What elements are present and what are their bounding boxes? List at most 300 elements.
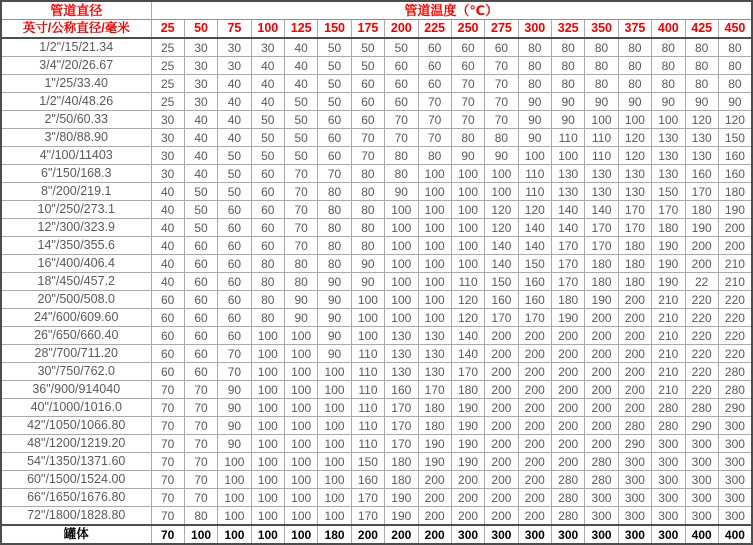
value-cell: 130 (652, 129, 685, 147)
value-cell: 60 (385, 57, 418, 75)
value-cell: 300 (718, 507, 752, 526)
value-cell: 120 (451, 291, 484, 309)
value-cell: 60 (351, 93, 384, 111)
value-cell: 50 (184, 183, 217, 201)
value-cell: 25 (151, 75, 184, 93)
row-label: 12"/300/323.9 (1, 219, 151, 237)
value-cell: 50 (318, 38, 351, 57)
value-cell: 140 (552, 201, 585, 219)
value-cell: 60 (451, 38, 484, 57)
value-cell: 70 (184, 489, 217, 507)
value-cell: 100 (618, 111, 651, 129)
value-cell: 110 (351, 435, 384, 453)
value-cell: 50 (184, 201, 217, 219)
value-cell: 300 (652, 453, 685, 471)
value-cell: 100 (451, 165, 484, 183)
value-cell: 180 (585, 273, 618, 291)
value-cell: 200 (485, 417, 518, 435)
value-cell: 190 (451, 399, 484, 417)
value-cell: 300 (685, 471, 718, 489)
value-cell: 60 (418, 57, 451, 75)
value-cell: 70 (184, 381, 217, 399)
value-cell: 100 (652, 111, 685, 129)
value-cell: 120 (618, 129, 651, 147)
table-row (1, 471, 752, 489)
value-cell: 50 (184, 219, 217, 237)
value-cell: 80 (285, 255, 318, 273)
value-cell: 25 (151, 38, 184, 57)
value-cell: 90 (351, 273, 384, 291)
value-cell: 280 (652, 417, 685, 435)
value-cell: 110 (585, 129, 618, 147)
table-row (1, 111, 752, 129)
value-cell: 60 (151, 327, 184, 345)
value-cell: 80 (385, 147, 418, 165)
value-cell: 120 (485, 219, 518, 237)
row-label: 26"/650/660.40 (1, 327, 151, 345)
value-cell: 200 (585, 381, 618, 399)
value-cell: 80 (251, 309, 284, 327)
value-cell: 80 (552, 75, 585, 93)
value-cell: 50 (351, 38, 384, 57)
value-cell: 190 (418, 453, 451, 471)
value-cell: 170 (485, 309, 518, 327)
row-label: 66"/1650/1676.80 (1, 489, 151, 507)
value-cell: 160 (718, 147, 752, 165)
table-row (1, 291, 752, 309)
value-cell: 40 (151, 273, 184, 291)
value-cell: 200 (552, 417, 585, 435)
value-cell: 200 (585, 399, 618, 417)
value-cell: 130 (418, 345, 451, 363)
value-cell: 100 (251, 507, 284, 526)
temperature-column-header: 100 (251, 20, 284, 39)
value-cell: 80 (652, 38, 685, 57)
value-cell: 100 (451, 237, 484, 255)
value-cell: 200 (552, 399, 585, 417)
value-cell: 60 (351, 75, 384, 93)
value-cell: 200 (552, 363, 585, 381)
value-cell: 70 (418, 93, 451, 111)
row-label: 1/2"/40/48.26 (1, 93, 151, 111)
table-row (1, 75, 752, 93)
value-cell: 290 (718, 399, 752, 417)
value-cell: 300 (685, 489, 718, 507)
value-cell: 70 (485, 75, 518, 93)
value-cell: 70 (285, 183, 318, 201)
value-cell: 40 (218, 75, 251, 93)
value-cell: 90 (618, 93, 651, 111)
value-cell: 100 (418, 219, 451, 237)
value-cell: 300 (652, 435, 685, 453)
value-cell: 70 (285, 237, 318, 255)
value-cell: 130 (385, 363, 418, 381)
table-row (1, 38, 752, 57)
value-cell: 80 (685, 38, 718, 57)
value-cell: 210 (652, 327, 685, 345)
value-cell: 280 (618, 417, 651, 435)
value-cell: 70 (151, 471, 184, 489)
value-cell: 70 (184, 417, 217, 435)
value-cell: 140 (451, 327, 484, 345)
value-cell: 90 (218, 399, 251, 417)
value-cell: 100 (251, 417, 284, 435)
value-cell: 70 (151, 417, 184, 435)
value-cell: 60 (184, 291, 217, 309)
table-row (1, 453, 752, 471)
temperature-column-header: 225 (418, 20, 451, 39)
value-cell: 70 (385, 129, 418, 147)
value-cell: 100 (285, 327, 318, 345)
value-cell: 60 (184, 363, 217, 381)
row-label: 72"/1800/1828.80 (1, 507, 151, 526)
temperature-column-header: 300 (518, 20, 551, 39)
value-cell: 60 (218, 219, 251, 237)
value-cell: 280 (718, 381, 752, 399)
value-cell: 70 (184, 471, 217, 489)
value-cell: 100 (251, 471, 284, 489)
value-cell: 70 (151, 453, 184, 471)
value-cell: 170 (618, 201, 651, 219)
table-row (1, 219, 752, 237)
value-cell: 90 (518, 111, 551, 129)
value-cell: 200 (451, 471, 484, 489)
value-cell: 40 (184, 165, 217, 183)
value-cell: 70 (318, 165, 351, 183)
value-cell: 300 (518, 525, 551, 544)
value-cell: 100 (418, 255, 451, 273)
table-row (1, 327, 752, 345)
value-cell: 70 (218, 363, 251, 381)
value-cell: 100 (251, 363, 284, 381)
value-cell: 160 (351, 471, 384, 489)
value-cell: 90 (685, 93, 718, 111)
value-cell: 90 (585, 93, 618, 111)
table-row (1, 435, 752, 453)
value-cell: 110 (518, 165, 551, 183)
value-cell: 130 (685, 129, 718, 147)
table-row (1, 165, 752, 183)
value-cell: 300 (718, 489, 752, 507)
table-row (1, 93, 752, 111)
value-cell: 200 (618, 345, 651, 363)
value-cell: 100 (218, 525, 251, 544)
temperature-column-header: 250 (451, 20, 484, 39)
temperature-column-header: 75 (218, 20, 251, 39)
value-cell: 80 (552, 57, 585, 75)
value-cell: 30 (184, 57, 217, 75)
value-cell: 200 (618, 327, 651, 345)
table-row (1, 363, 752, 381)
value-cell: 70 (151, 435, 184, 453)
value-cell: 80 (251, 273, 284, 291)
row-label: 6"/150/168.3 (1, 165, 151, 183)
value-cell: 400 (685, 525, 718, 544)
value-cell: 80 (518, 57, 551, 75)
value-cell: 80 (351, 237, 384, 255)
value-cell: 80 (718, 57, 752, 75)
value-cell: 170 (552, 255, 585, 273)
value-cell: 170 (385, 417, 418, 435)
value-cell: 130 (385, 345, 418, 363)
table-row (1, 273, 752, 291)
value-cell: 50 (251, 147, 284, 165)
value-cell: 70 (151, 489, 184, 507)
value-cell: 130 (552, 183, 585, 201)
value-cell: 60 (251, 165, 284, 183)
value-cell: 280 (552, 471, 585, 489)
value-cell: 70 (151, 399, 184, 417)
value-cell: 140 (451, 345, 484, 363)
value-cell: 60 (151, 291, 184, 309)
table-row (1, 507, 752, 526)
header-row-temperatures (1, 20, 752, 39)
value-cell: 200 (518, 507, 551, 526)
value-cell: 100 (351, 309, 384, 327)
value-cell: 70 (151, 507, 184, 526)
value-cell: 100 (418, 165, 451, 183)
temperature-column-header: 400 (652, 20, 685, 39)
value-cell: 300 (618, 471, 651, 489)
value-cell: 100 (318, 381, 351, 399)
value-cell: 80 (318, 255, 351, 273)
value-cell: 190 (718, 201, 752, 219)
value-cell: 100 (552, 147, 585, 165)
value-cell: 210 (652, 345, 685, 363)
row-label: 3/4"/20/26.67 (1, 57, 151, 75)
value-cell: 300 (618, 525, 651, 544)
value-cell: 100 (318, 507, 351, 526)
value-cell: 50 (218, 183, 251, 201)
row-label: 16"/400/406.4 (1, 255, 151, 273)
value-cell: 50 (285, 147, 318, 165)
value-cell: 180 (418, 417, 451, 435)
value-cell: 180 (385, 471, 418, 489)
value-cell: 190 (418, 435, 451, 453)
value-cell: 50 (285, 93, 318, 111)
value-cell: 100 (418, 237, 451, 255)
value-cell: 170 (518, 309, 551, 327)
value-cell: 90 (718, 93, 752, 111)
value-cell: 60 (151, 345, 184, 363)
value-cell: 60 (184, 345, 217, 363)
value-cell: 50 (218, 147, 251, 165)
value-cell: 170 (451, 363, 484, 381)
temperature-column-header: 175 (351, 20, 384, 39)
value-cell: 40 (151, 183, 184, 201)
value-cell: 190 (385, 489, 418, 507)
value-cell: 50 (318, 57, 351, 75)
value-cell: 200 (618, 363, 651, 381)
value-cell: 60 (218, 327, 251, 345)
value-cell: 100 (285, 525, 318, 544)
value-cell: 280 (552, 507, 585, 526)
value-cell: 70 (184, 453, 217, 471)
value-cell: 200 (485, 453, 518, 471)
value-cell: 190 (552, 309, 585, 327)
value-cell: 300 (485, 525, 518, 544)
value-cell: 90 (451, 147, 484, 165)
value-cell: 210 (718, 273, 752, 291)
value-cell: 280 (718, 363, 752, 381)
value-cell: 60 (218, 309, 251, 327)
value-cell: 100 (385, 201, 418, 219)
table-row (1, 57, 752, 75)
value-cell: 30 (151, 147, 184, 165)
value-cell: 190 (451, 417, 484, 435)
value-cell: 210 (652, 363, 685, 381)
value-cell: 200 (485, 507, 518, 526)
value-cell: 90 (552, 111, 585, 129)
value-cell: 300 (652, 489, 685, 507)
value-cell: 220 (685, 327, 718, 345)
value-cell: 220 (685, 309, 718, 327)
value-cell: 220 (685, 291, 718, 309)
value-cell: 60 (451, 57, 484, 75)
value-cell: 110 (351, 399, 384, 417)
tank-body-row (1, 525, 752, 544)
value-cell: 110 (351, 363, 384, 381)
value-cell: 100 (218, 489, 251, 507)
value-cell: 220 (685, 363, 718, 381)
value-cell: 60 (184, 327, 217, 345)
value-cell: 100 (251, 327, 284, 345)
table-row (1, 129, 752, 147)
value-cell: 180 (652, 219, 685, 237)
value-cell: 90 (218, 381, 251, 399)
temperature-column-header: 200 (385, 20, 418, 39)
value-cell: 200 (552, 453, 585, 471)
value-cell: 80 (585, 57, 618, 75)
value-cell: 50 (318, 93, 351, 111)
value-cell: 280 (652, 399, 685, 417)
table-row (1, 237, 752, 255)
value-cell: 130 (418, 363, 451, 381)
value-cell: 170 (652, 201, 685, 219)
value-cell: 100 (418, 273, 451, 291)
value-cell: 25 (151, 57, 184, 75)
value-cell: 140 (552, 219, 585, 237)
value-cell: 40 (184, 147, 217, 165)
value-cell: 70 (285, 201, 318, 219)
row-label: 40"/1000/1016.0 (1, 399, 151, 417)
value-cell: 300 (618, 489, 651, 507)
value-cell: 90 (218, 417, 251, 435)
row-label: 30"/750/762.0 (1, 363, 151, 381)
value-cell: 80 (418, 147, 451, 165)
value-cell: 60 (184, 237, 217, 255)
value-cell: 280 (585, 471, 618, 489)
temperature-column-header: 375 (618, 20, 651, 39)
value-cell: 190 (652, 237, 685, 255)
value-cell: 140 (518, 237, 551, 255)
value-cell: 90 (285, 291, 318, 309)
value-cell: 60 (351, 111, 384, 129)
value-cell: 130 (552, 165, 585, 183)
value-cell: 80 (385, 165, 418, 183)
value-cell: 300 (718, 435, 752, 453)
value-cell: 100 (418, 183, 451, 201)
value-cell: 200 (418, 507, 451, 526)
value-cell: 90 (318, 327, 351, 345)
value-cell: 300 (618, 507, 651, 526)
value-cell: 200 (618, 291, 651, 309)
value-cell: 180 (618, 237, 651, 255)
value-cell: 70 (485, 93, 518, 111)
value-cell: 130 (652, 147, 685, 165)
value-cell: 300 (652, 471, 685, 489)
value-cell: 30 (151, 129, 184, 147)
table-row (1, 399, 752, 417)
value-cell: 60 (218, 201, 251, 219)
value-cell: 80 (351, 201, 384, 219)
value-cell: 200 (585, 309, 618, 327)
value-cell: 100 (251, 381, 284, 399)
value-cell: 170 (552, 237, 585, 255)
table-body (1, 38, 752, 544)
value-cell: 300 (618, 453, 651, 471)
value-cell: 90 (518, 129, 551, 147)
value-cell: 130 (385, 327, 418, 345)
table-row (1, 489, 752, 507)
value-cell: 200 (552, 345, 585, 363)
row-label: 36"/900/914040 (1, 381, 151, 399)
value-cell: 40 (218, 129, 251, 147)
value-cell: 290 (685, 417, 718, 435)
value-cell: 100 (285, 435, 318, 453)
value-cell: 110 (351, 417, 384, 435)
value-cell: 200 (518, 489, 551, 507)
value-cell: 160 (718, 165, 752, 183)
value-cell: 30 (184, 93, 217, 111)
value-cell: 100 (418, 291, 451, 309)
row-label: 8"/200/219.1 (1, 183, 151, 201)
value-cell: 200 (451, 507, 484, 526)
value-cell: 200 (552, 381, 585, 399)
row-label: 20"/500/508.0 (1, 291, 151, 309)
value-cell: 220 (718, 309, 752, 327)
value-cell: 100 (318, 471, 351, 489)
value-cell: 90 (318, 291, 351, 309)
value-cell: 200 (552, 327, 585, 345)
value-cell: 70 (285, 219, 318, 237)
row-label: 1"/25/33.40 (1, 75, 151, 93)
value-cell: 100 (285, 345, 318, 363)
value-cell: 200 (585, 363, 618, 381)
value-cell: 100 (218, 453, 251, 471)
value-cell: 200 (518, 399, 551, 417)
value-cell: 200 (351, 525, 384, 544)
value-cell: 90 (218, 435, 251, 453)
value-cell: 170 (585, 237, 618, 255)
value-cell: 80 (318, 237, 351, 255)
value-cell: 80 (585, 75, 618, 93)
value-cell: 60 (385, 75, 418, 93)
row-label: 60"/1500/1524.00 (1, 471, 151, 489)
value-cell: 80 (251, 255, 284, 273)
value-cell: 130 (585, 165, 618, 183)
value-cell: 220 (718, 345, 752, 363)
value-cell: 30 (151, 111, 184, 129)
pipe-temperature-title: 管道温度（℃） (151, 1, 752, 20)
value-cell: 100 (385, 309, 418, 327)
value-cell: 200 (485, 345, 518, 363)
value-cell: 110 (351, 345, 384, 363)
value-cell: 40 (251, 57, 284, 75)
value-cell: 60 (151, 309, 184, 327)
value-cell: 220 (718, 327, 752, 345)
value-cell: 220 (718, 291, 752, 309)
